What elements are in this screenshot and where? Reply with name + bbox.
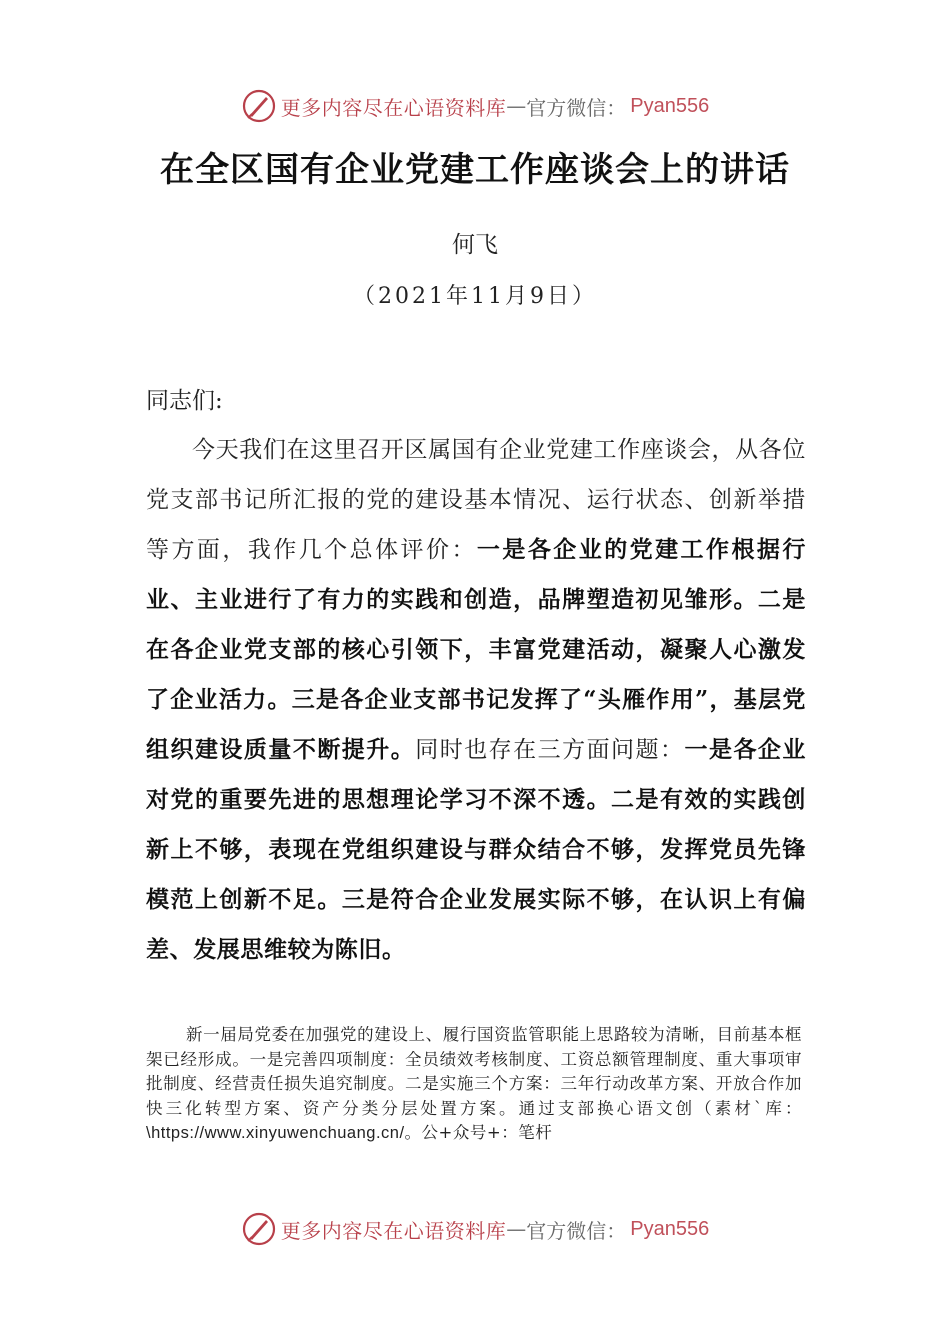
banner-contact-label: 官方微信：: [526, 95, 627, 120]
document-author: 何飞: [452, 232, 498, 258]
source-url-link[interactable]: \https://www.xinyuwenchuang.cn/: [146, 1124, 405, 1142]
header-banner: [0, 86, 950, 126]
document-title: 在全区国有企业党建工作座谈会上的讲话: [160, 150, 790, 190]
banner-contact-id: Pyan556: [630, 94, 710, 117]
paragraph-intro: 今天我们在这里召开区属国有企业党建工作座谈会，从各位党支部书记所汇报的党的建设基本情况、运行状态、创新举措等方面，我作几个总体评价：: [146, 437, 806, 563]
bold-evaluation-points: 一是各企业的党建工作根据行业、主业进行了有力的实践和创造，品牌塑造初见雏形。二是在各企业党支部的核心引领下，丰富党建活动，凝聚人心激发了企业活力。三是各企业支部书记发挥了“头雁作用”，基层党组织建设质量不断提升。: [146, 536, 806, 763]
banner-promo-text: 更多内容尽在心语资料库: [280, 95, 507, 120]
banner-contact-label: 官方微信：: [526, 1218, 627, 1243]
quill-logo-icon: [241, 1211, 277, 1247]
secondary-paragraph: [146, 1023, 802, 1146]
secondary-paragraph-text: 新一届局党委在加强党的建设上、履行国资监管职能上思路较为清晰，目前基本框架已经形成。一是完善四项制度：全员绩效考核制度、工资总额管理制度、重大事项审批制度、经营责任损失追究制度。二是实施三个方案：三年行动改革方案、开放合作加快三化转型方案、资产分类分层处置方案。通过支部换心语文创（素材`库：: [146, 1025, 802, 1118]
secondary-paragraph-tail: 。公+众号+：笔杆: [404, 1123, 553, 1142]
banner-separator: —: [506, 1217, 527, 1241]
banner-contact-id: Pyan556: [630, 1217, 710, 1240]
banner-separator: —: [506, 94, 527, 118]
paragraph-transition: 同时也存在三方面问题：: [415, 737, 685, 763]
bold-problem-points: 一是各企业对党的重要先进的思想理论学习不深不透。二是有效的实践创新上不够，表现在党组织建设与群众结合不够，发挥党员先锋模范上创新不足。三是符合企业发展实际不够，在认识上有偏差、发展思维较为陈旧。: [146, 736, 807, 963]
quill-logo-icon: [241, 88, 277, 124]
document-date: （2021年11月9日）: [353, 284, 597, 309]
salutation: 同志们:: [146, 388, 223, 414]
banner-promo-text: 更多内容尽在心语资料库: [280, 1218, 507, 1243]
footer-banner: [0, 1209, 950, 1249]
body-paragraph: [146, 425, 806, 975]
